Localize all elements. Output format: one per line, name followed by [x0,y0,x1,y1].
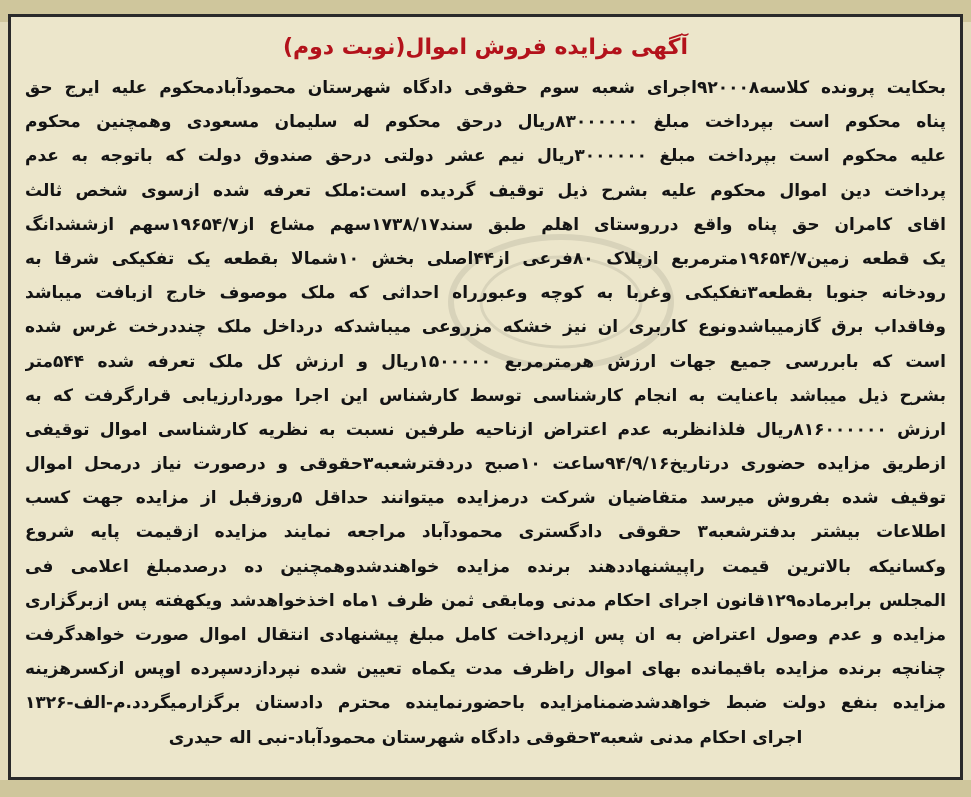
notice-line: چنانچه برنده مزایده باقیمانده بهای اموال راظرف مدت یکماه تعیین شده نپردازدسپرده اوپس ازکسرهزینه [25,659,946,680]
notice-line: یک قطعه زمین۱۹۶۵۴/۷مترمربع ازپلاک ۸۰فرعی از۴۴اصلی بخش ۱۰شمالا بقطعه یک تفکیکی شرقا به [25,248,946,269]
notice-line: بحکایت پرونده کلاسه۹۲۰۰۰۸اجرای شعبه سوم حقوقی دادگاه شهرستان محمودآبادمحکوم علیه ایرج حق [25,78,946,98]
notice-line: پناه محکوم است بپرداخت مبلغ ۸۳۰۰۰۰۰۰ریال درحق محکوم له سلیمان مسعودی وهمچنین محکوم [25,112,946,133]
notice-body [25,71,946,755]
notice-line: وفاقداب برق گازمیباشدونوع کاربری ان نیز خشکه مزروعی میباشدکه درداخل ملک چنددرخت غرس شده [25,317,946,338]
notice-line: پرداخت دین اموال محکوم علیه بشرح ذیل توقیف گردیده است:ملک تعرفه شده ازسوی شخص ثالث [25,180,946,201]
notice-line: مزایده بنفع دولت ضبط خواهدشدضمنامزایده باحضورنماینده محترم دادستان برگزارمیگردد.م-الف-۱۳۲۶ [25,693,946,714]
notice-line: علیه محکوم است بپرداخت مبلغ ۳۰۰۰۰۰۰ریال نیم عشر دولتی درحق صندوق دولت که باتوجه به عدم [25,146,946,167]
notice-signature: اجرای احکام مدنی شعبه۳حقوقی دادگاه شهرستان محمودآباد-نبی اله حیدری [168,727,803,748]
notice-line: بشرح ذیل میباشد باعنایت به انجام کارشناسی توسط کارشناس این اجرا موردارزیابی قرارگرفت که به [25,385,946,406]
notice-line: ازطریق مزایده حضوری درتاریخ۹۴/۹/۱۶ساعت ۱۰صبح دردفترشعبه۳حقوقی و درصورت نیاز درمحل اموال [25,454,946,475]
notice-line: اطلاعات بیشتر بدفترشعبه۳ حقوقی دادگستری محمودآباد مراجعه نمایند مزایده ازقیمت پایه شروع [25,522,946,543]
notice-line: مزایده و عدم وصول اعتراض به ان پس ازپرداخت کامل مبلغ پیشنهادی انتقال اموال صورت خواهدگرفت [25,625,946,645]
notice-line: ارزش ۸۱۶۰۰۰۰۰۰ریال فلذانظربه عدم اعتراض ازناحیه طرفین نسبت به نظریه کارشناسی اموال توقیفی [25,419,946,440]
notice-line: اقای کامران حق پناه واقع درروستای اهلم طبق سند۱۷۳۸/۱۷سهم مشاع از۱۹۶۵۴/۷سهم ازششدانگ [25,214,946,235]
notice-line: وکسانیکه بالاترین قیمت راپیشنهاددهند برنده مزایده خواهندشدوهمچنین ده درصدمبلغ اعلامی فی [25,556,946,577]
notice-frame [8,14,963,780]
notice-line: المجلس برابرماده۱۲۹قانون اجرای احکام مدنی ومابقی ثمن ظرف ۱ماه اخذخواهدشد ویکهفته پس ازبرگزاری [25,590,946,611]
notice-title: آگهی مزایده فروش اموال(نوبت دوم) [282,35,689,60]
notice-line: توقیف شده بفروش میرسد متقاضیان شرکت درمزایده میتوانند حداقل ۵روزقبل از مزایده جهت کسب [25,488,946,509]
bottom-margin [0,780,971,797]
notice-line: رودخانه جنوبا بقطعه۳تفکیکی وغربا به کوچه وعبورراه احداثی که ملک موصوف خارج ازبافت میباشد [25,283,946,304]
notice-line: است که بابررسی جمیع جهات ارزش هرمترمربع ۱۵۰۰۰۰۰ریال و ارزش کل ملک تعرفه شده ۵۴۴متر [25,351,946,372]
